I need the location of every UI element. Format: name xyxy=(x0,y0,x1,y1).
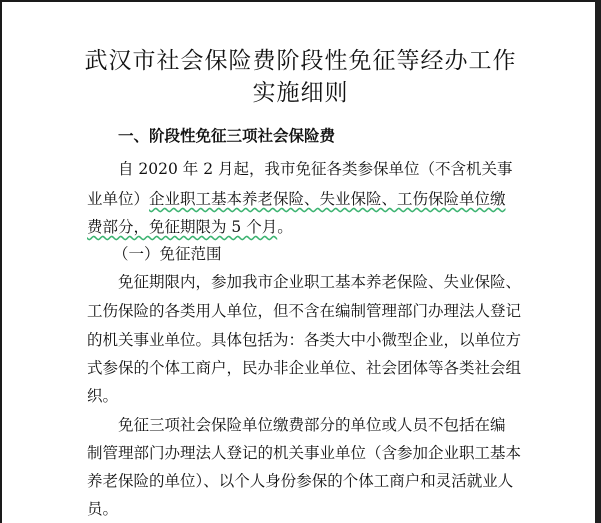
paragraph-text: 业单位） xyxy=(87,190,150,208)
paragraph-line: 工伤保险的各类用人单位，但不含在编制管理部门办理法人登记 xyxy=(87,302,522,320)
document-title-line-1: 武汉市社会保险费阶段性免征等经办工作 xyxy=(84,48,517,74)
paragraph-line xyxy=(87,215,293,237)
paragraph-line: 员。 xyxy=(87,500,119,518)
paragraph-line: 的机关事业单位。具体包括为：各类大中小微型企业，以单位方 xyxy=(87,331,522,349)
highlighted-text: 费部分，免征期限为 5 个月 xyxy=(87,218,278,236)
paragraph-line xyxy=(87,187,506,209)
paragraph-line: 自 2020 年 2 月起，我市免征各类参保单位（不含机关事 xyxy=(118,160,513,178)
subsection-heading: （一）免征范围 xyxy=(113,245,222,263)
paragraph-line: 制管理部门办理法人登记的机关事业单位（含参加企业职工基本 xyxy=(87,444,522,462)
page-top-border xyxy=(0,0,601,2)
paragraph-line: 式参保的个体工商户，民办非企业单位、社会团体等各类社会组 xyxy=(87,359,522,377)
paragraph-text: 。 xyxy=(277,218,293,236)
paragraph-line: 免征三项社会保险单位缴费部分的单位或人员不包括在编 xyxy=(118,416,506,434)
highlighted-text: 企业职工基本养老保险、失业保险、工伤保险单位缴 xyxy=(149,190,506,208)
paragraph-line: 织。 xyxy=(87,387,119,405)
document-title-line-2: 实施细则 xyxy=(252,80,349,106)
section-heading: 一、阶段性免征三项社会保险费 xyxy=(118,127,336,145)
paragraph-line: 养老保险的单位）、以个人身份参保的个体工商户和灵活就业人 xyxy=(87,472,514,490)
paragraph-line: 免征期限内，参加我市企业职工基本养老保险、失业保险、 xyxy=(118,273,522,291)
